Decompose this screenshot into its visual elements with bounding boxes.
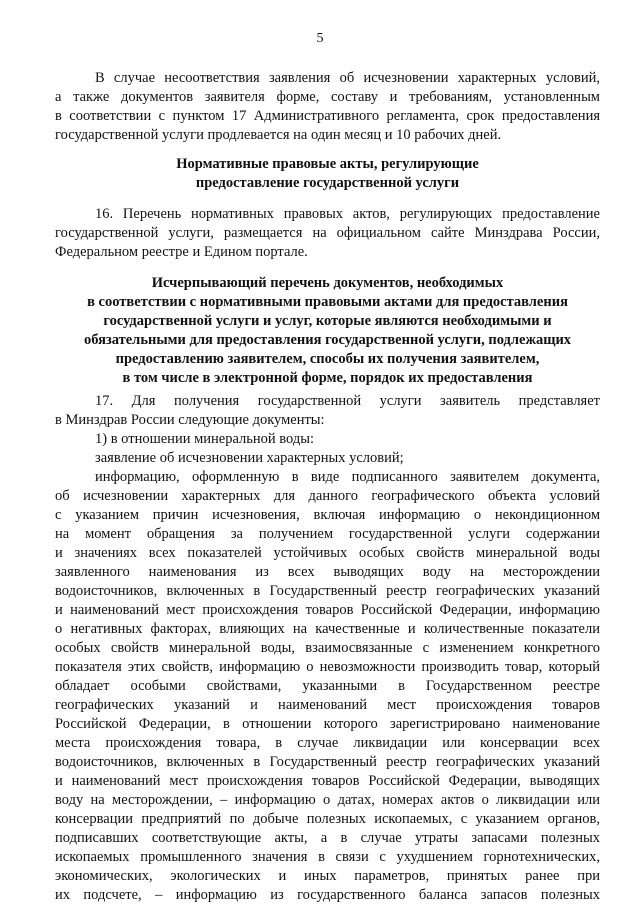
heading-line: обязательными для предоставления государственной услуги, подлежащих (83, 332, 572, 348)
heading-line: предоставлению заявителем, способы их получения заявителем, (115, 351, 540, 367)
heading-line: Исчерпывающий перечень документов, необходимых (151, 275, 504, 291)
paragraph-line: Российской Федерации, в отношении которого зарегистрировано наименование (55, 716, 600, 732)
list-item-application: заявление об исчезновении характерных условий; (95, 450, 404, 466)
paragraph-extension-term (55, 69, 600, 145)
page-number: 5 (316, 31, 324, 46)
paragraph-line: подписавших соответствующие акты, а в случае утраты запасами полезных (55, 830, 600, 846)
section-heading-normative-acts (55, 155, 600, 193)
heading-line: в том числе в электронной форме, порядок их предоставления (122, 370, 533, 386)
paragraph-line: Федеральном реестре и Едином портале. (55, 244, 308, 260)
paragraph-line: ископаемых промышленного значения в связи с ухудшением горнотехнических, (55, 849, 600, 865)
heading-line: в соответствии с нормативными правовыми актами для предоставления (87, 294, 568, 310)
paragraph-line: в Минздрав России следующие документы: (55, 412, 325, 428)
paragraph-line: и наименований мест происхождения товаров Российской Федерации, информацию (55, 602, 600, 618)
paragraph-line: о негативных факторах, влияющих на качественные и количественные показатели (55, 621, 600, 637)
paragraph-line: заявленного наименования из всех выводящих воду на месторождении (55, 564, 600, 580)
paragraph-line: воду на месторождении, – информацию о датах, номерах актов о ликвидации или (55, 792, 600, 808)
paragraph-line: особых свойств минеральной воды, взаимосвязанные с изменением конкретного (55, 640, 600, 656)
paragraph-line: экономических, экологических и иных параметров, принятых ранее при (55, 868, 600, 884)
paragraph-line: водоисточников, включенных в Государственный реестр географических указаний (55, 583, 600, 599)
paragraph-line: с указанием причин исчезновения, включая информацию о некондиционном (55, 507, 600, 523)
paragraph-line: и значениях всех показателей устойчивых особых свойств минеральной воды (55, 545, 600, 561)
paragraph-line: их подсчете, – информацию из государственного баланса запасов полезных (55, 887, 600, 903)
paragraph-line: места происхождения товара, в случае ликвидации или консервации всех (55, 735, 600, 751)
section-heading-documents-list (55, 274, 600, 388)
paragraph-line: а также документов заявителя форме, составу и требованиям, установленным (55, 89, 600, 105)
paragraph-line: водоисточников, включенных в Государственный реестр географических указаний (55, 754, 600, 770)
paragraph-17 (55, 392, 600, 905)
heading-line: предоставление государственной услуги (195, 175, 460, 191)
paragraph-16 (55, 205, 600, 262)
paragraph-line: на момент обращения за получением государственной услуги содержании (55, 526, 600, 542)
paragraph-line: в соответствии с пунктом 17 Административного регламента, срок предоставления (55, 108, 600, 124)
paragraph-line: и наименований мест происхождения товаров Российской Федерации, выводящих (55, 773, 600, 789)
paragraph-line: географических указаний и наименований мест происхождения товаров (55, 697, 600, 713)
paragraph-line: государственной услуги, размещается на официальном сайте Минздрава России, (55, 225, 600, 241)
list-item-mineral-water: 1) в отношении минеральной воды: (95, 431, 315, 447)
paragraph-line: консервации предприятий по добыче полезных ископаемых, с указанием органов, (55, 811, 600, 827)
paragraph-line: государственной услуги продлевается на один месяц и 10 рабочих дней. (55, 127, 502, 143)
paragraph-line: об исчезновении характерных для данного географического объекта условий (55, 488, 600, 504)
paragraph-line: обладает особыми свойствами, указанными в Государственном реестре (55, 678, 600, 694)
heading-line: государственной услуги и услуг, которые являются необходимыми и (103, 313, 552, 329)
paragraph-line: показателя этих свойств, информацию о невозможности производить товар, который (55, 659, 600, 675)
paragraph-line: 17. Для получения государственной услуги заявитель представляет (95, 393, 600, 409)
paragraph-line: информацию, оформленную в виде подписанного заявителем документа, (95, 469, 600, 485)
paragraph-line: В случае несоответствия заявления об исчезновении характерных условий, (95, 70, 600, 86)
paragraph-line: 16. Перечень нормативных правовых актов, регулирующих предоставление (95, 206, 600, 222)
heading-line: Нормативные правовые акты, регулирующие (176, 156, 479, 172)
